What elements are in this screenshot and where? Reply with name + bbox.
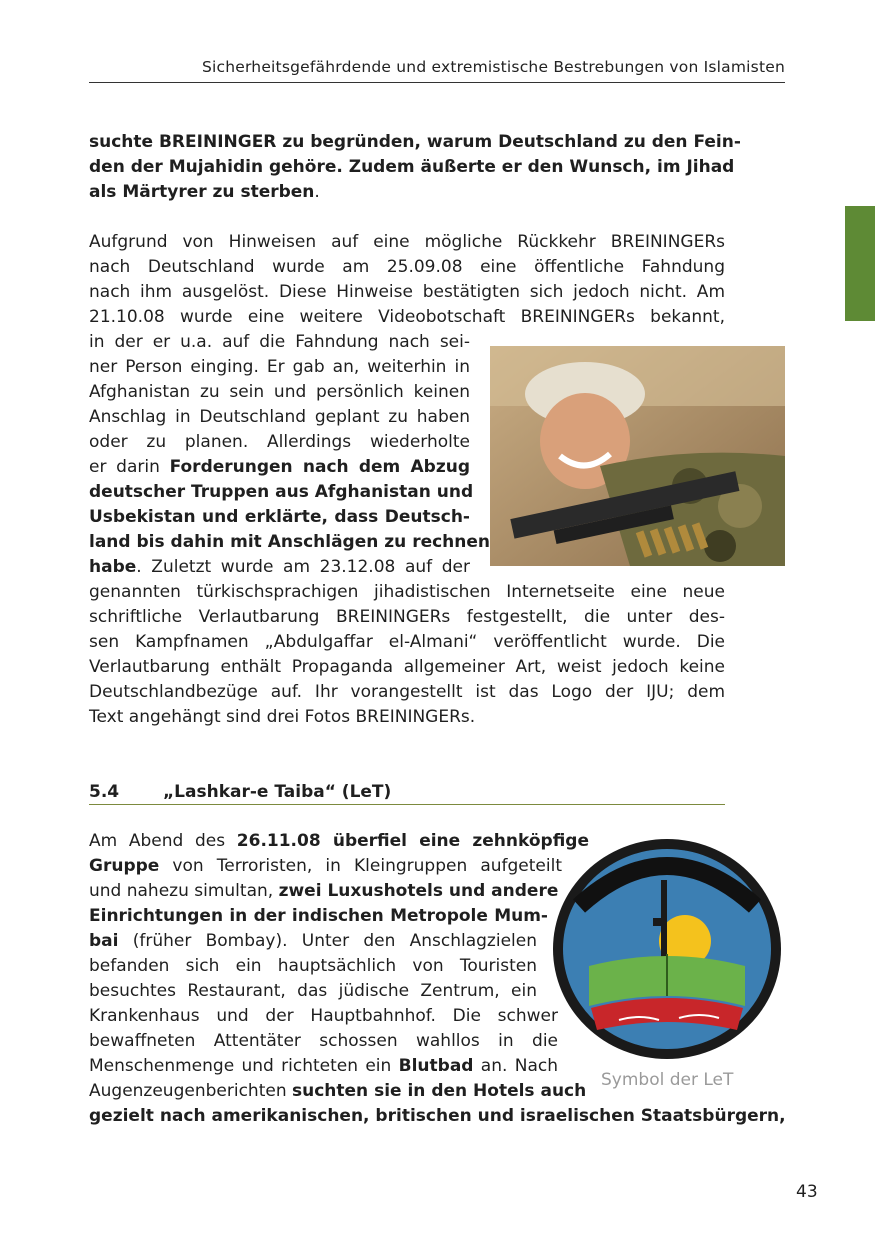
text-run: .	[314, 182, 320, 202]
chapter-color-tab	[845, 206, 875, 321]
text-line: den der Mujahidin gehöre. Zudem äußerte er den Wunsch, im Jihad	[89, 157, 735, 177]
text-line: gezielt nach amerikanischen, britischen und israelischen Staatsbürgern,	[89, 1106, 786, 1126]
bold-text: zwei Luxushotels und andere	[278, 881, 559, 901]
text-line: sen Kampfnamen „Abdulgaffar el-Almani“ veröffentlicht wurde. Die	[89, 632, 725, 652]
text-line: Usbekistan und erklärte, dass Deutsch-	[89, 507, 470, 527]
paragraph-breininger	[89, 230, 725, 330]
text-line: ner Person einging. Er gab an, weiterhin in	[89, 357, 470, 377]
text-line: 21.10.08 wurde eine weitere Videobotschaft BREININGERs bekannt,	[89, 307, 725, 327]
breininger-photo	[490, 346, 785, 566]
text-run: (früher Bombay). Unter den Anschlagzielen	[118, 931, 537, 951]
text-line: in der er u.a. auf die Fahndung nach sei-	[89, 332, 470, 352]
text-run: er darin	[89, 457, 170, 477]
text-line: oder zu planen. Allerdings wiederholte	[89, 432, 470, 452]
bold-text: Blutbad	[398, 1056, 474, 1076]
bold-text: 26.11.08 überfiel eine zehnköpfige	[236, 831, 590, 851]
text-line	[89, 879, 559, 904]
paragraph-let-4	[89, 929, 537, 1004]
text-line: Einrichtungen in der indischen Metropole Mum-	[89, 906, 548, 926]
bold-text: bai	[89, 931, 119, 951]
section-heading	[89, 780, 725, 805]
text-line	[89, 1079, 587, 1104]
paragraph-let-3	[89, 879, 559, 929]
paragraph-let-2	[89, 854, 562, 879]
paragraph-let-7	[89, 1104, 786, 1129]
text-line: Afghanistan zu sein und persönlich keinen	[89, 382, 470, 402]
paragraph-breininger-narrow	[89, 330, 491, 580]
paragraph-let-1	[89, 829, 589, 854]
paragraph-let-6	[89, 1079, 587, 1104]
running-header	[89, 58, 785, 83]
section-title: „Lashkar-e Taiba“ (LeT)	[163, 782, 392, 802]
text-line: bewaffneten Attentäter schossen wahllos in die	[89, 1031, 558, 1051]
text-line: Aufgrund von Hinweisen auf eine mögliche Rückkehr BREININGERs	[89, 232, 725, 252]
text-run: von Terroristen, in Kleingruppen aufgeteilt	[159, 856, 562, 876]
text-line	[89, 1054, 558, 1079]
bold-text: Forderungen nach dem Abzug	[169, 457, 470, 477]
let-emblem-icon	[549, 836, 785, 1062]
bold-text: habe	[89, 557, 137, 577]
text-line: suchte BREININGER zu begründen, warum Deutschland zu den Fein-	[89, 132, 741, 152]
running-header-title: Sicherheitsgefährdende und extremistische Bestrebungen von Islamisten	[201, 58, 785, 76]
text-line: Verlautbarung enthält Propaganda allgemeiner Art, weist jedoch keine	[89, 657, 725, 677]
let-logo	[549, 836, 785, 1062]
text-line: Deutschlandbezüge auf. Ihr vorangestellt ist das Logo der IJU; dem	[89, 682, 725, 702]
photo-illustration	[490, 346, 785, 566]
text-line	[89, 854, 562, 879]
bold-text: Gruppe	[89, 856, 160, 876]
text-line: schriftliche Verlautbarung BREININGERs festgestellt, die unter des-	[89, 607, 725, 627]
text-line	[89, 929, 537, 954]
text-line: genannten türkischsprachigen jihadistischen Internetseite eine neue	[89, 582, 725, 602]
text-run: und nahezu simultan,	[89, 881, 279, 901]
paragraph-let-5	[89, 1004, 558, 1079]
logo-caption: Symbol der LeT	[601, 1070, 734, 1090]
text-line	[89, 555, 470, 580]
text-line: Anschlag in Deutschland geplant zu haben	[89, 407, 470, 427]
paragraph-breininger-end	[89, 580, 725, 730]
paragraph-continuation	[89, 130, 741, 205]
text-line: Krankenhaus und der Hauptbahnhof. Die schwer	[89, 1006, 558, 1026]
text-line	[89, 829, 589, 854]
page-number: 43	[796, 1182, 818, 1202]
bold-text: suchten sie in den Hotels auch	[292, 1081, 587, 1101]
text-line: nach Deutschland wurde am 25.09.08 eine öffentliche Fahndung	[89, 257, 725, 277]
text-line: Text angehängt sind drei Fotos BREININGERs.	[89, 707, 476, 727]
text-line: nach ihm ausgelöst. Diese Hinweise bestätigten sich jedoch nicht. Am	[89, 282, 725, 302]
text-line: land bis dahin mit Anschlägen zu rechnen	[89, 532, 491, 552]
text-line: besuchtes Restaurant, das jüdische Zentrum, ein	[89, 981, 537, 1001]
text-line: deutscher Truppen aus Afghanistan und	[89, 482, 474, 502]
bold-text: als Märtyrer zu sterben	[89, 182, 315, 202]
text-run: an. Nach	[473, 1056, 558, 1076]
section-number: 5.4	[89, 782, 120, 802]
text-run: Augenzeugenberichten	[89, 1081, 292, 1101]
text-line	[89, 180, 725, 205]
text-run: Menschenmenge und richteten ein	[89, 1056, 399, 1076]
text-run: Am Abend des	[89, 831, 237, 851]
text-run: . Zuletzt wurde am 23.12.08 auf der	[136, 557, 470, 577]
text-line	[89, 455, 470, 480]
text-line: befanden sich ein hauptsächlich von Touristen	[89, 956, 537, 976]
